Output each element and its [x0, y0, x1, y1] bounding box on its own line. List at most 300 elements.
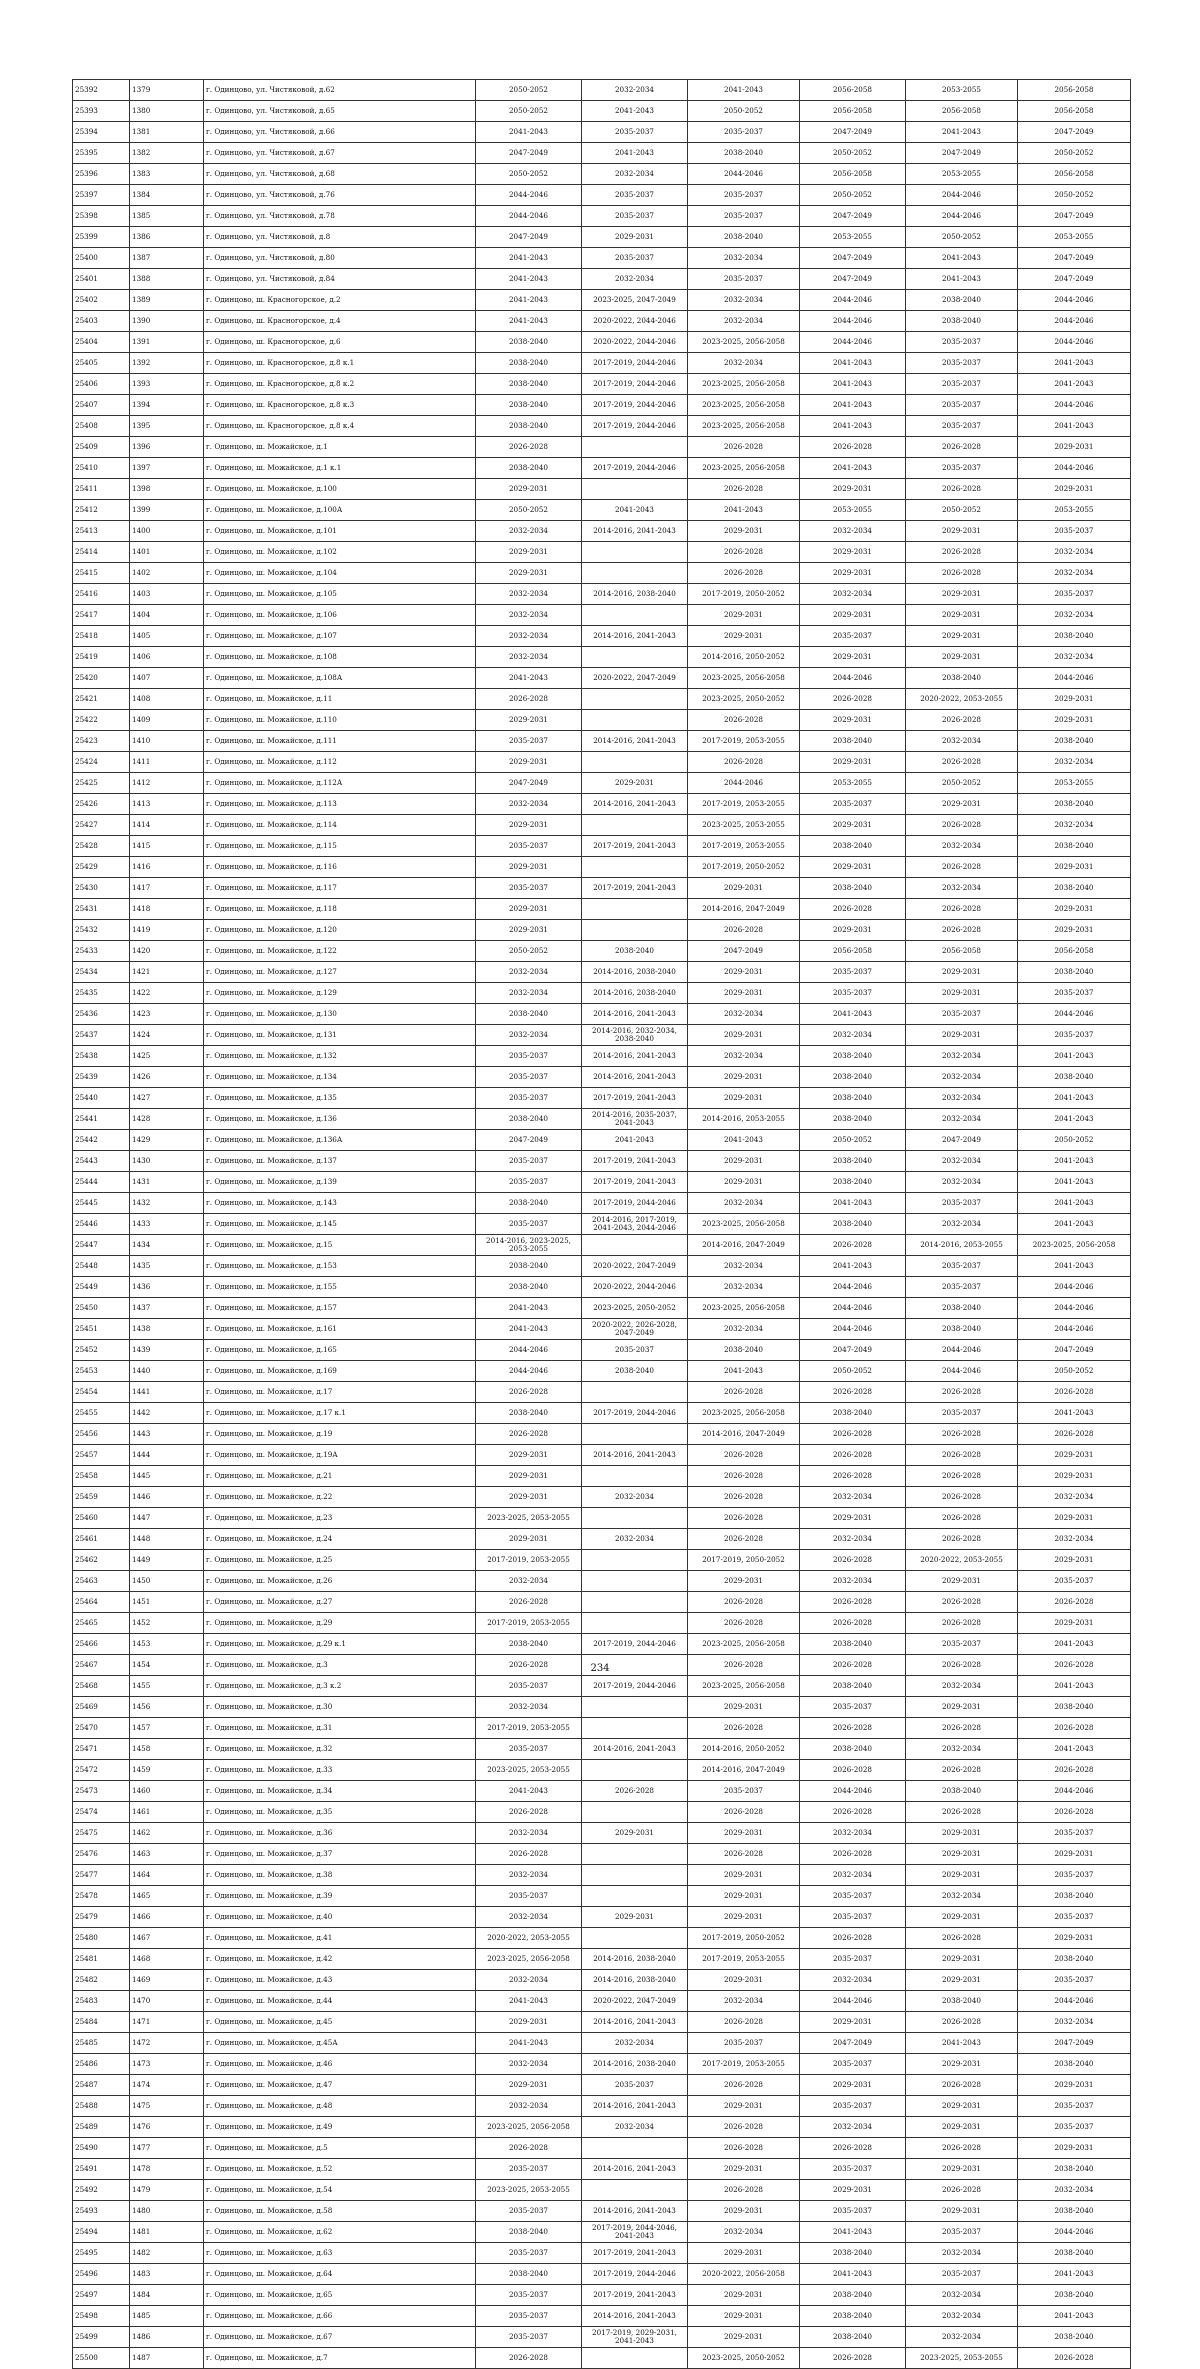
- period-cell: 2041-2043: [688, 80, 800, 101]
- table-row: [73, 668, 1131, 689]
- period-cell: 2032-2034: [476, 605, 582, 626]
- period-cell: 2035-2037: [476, 878, 582, 899]
- period-cell: 2026-2028: [800, 1235, 906, 1256]
- row-id-cell: 25422: [73, 710, 130, 731]
- period-cell: 2014-2016, 2038-2040: [582, 962, 688, 983]
- row-number-cell: 1476: [130, 2117, 204, 2138]
- period-cell: 2035-2037: [476, 2159, 582, 2180]
- row-number-cell: 1382: [130, 143, 204, 164]
- row-id-cell: 25472: [73, 1760, 130, 1781]
- address-cell: г. Одинцово, ш. Можайское, д.122: [204, 941, 476, 962]
- period-cell: 2032-2034: [800, 584, 906, 605]
- period-cell: 2041-2043: [1018, 1046, 1131, 1067]
- table-row: [73, 1865, 1131, 1886]
- period-cell: 2032-2034: [1018, 647, 1131, 668]
- period-cell: 2041-2043: [582, 1130, 688, 1151]
- period-cell: 2041-2043: [1018, 1193, 1131, 1214]
- row-id-cell: 25439: [73, 1067, 130, 1088]
- period-cell: 2026-2028: [800, 2348, 906, 2369]
- period-cell: 2032-2034: [476, 983, 582, 1004]
- period-cell: 2017-2019, 2044-2046: [582, 416, 688, 437]
- period-cell: 2041-2043: [1018, 416, 1131, 437]
- period-cell: 2038-2040: [476, 353, 582, 374]
- period-cell: 2032-2034: [1018, 2012, 1131, 2033]
- table-row: [73, 1382, 1131, 1403]
- period-cell: 2014-2016, 2047-2049: [688, 1235, 800, 1256]
- period-cell: 2029-2031: [906, 983, 1018, 1004]
- period-cell: 2050-2052: [800, 1361, 906, 1382]
- period-cell: 2041-2043: [1018, 353, 1131, 374]
- address-cell: г. Одинцово, ш. Можайское, д.139: [204, 1172, 476, 1193]
- period-cell: 2047-2049: [800, 2033, 906, 2054]
- table-row: [73, 1886, 1131, 1907]
- period-cell: 2029-2031: [476, 920, 582, 941]
- period-cell: 2038-2040: [800, 878, 906, 899]
- period-cell: 2038-2040: [476, 2264, 582, 2285]
- period-cell: 2029-2031: [476, 479, 582, 500]
- table-row: [73, 1571, 1131, 1592]
- row-number-cell: 1487: [130, 2348, 204, 2369]
- row-id-cell: 25460: [73, 1508, 130, 1529]
- period-cell: 2026-2028: [688, 2138, 800, 2159]
- period-cell: 2026-2028: [906, 2138, 1018, 2159]
- table-row: [73, 2054, 1131, 2075]
- period-cell: 2032-2034: [688, 2222, 800, 2243]
- period-cell: 2029-2031: [1018, 1466, 1131, 1487]
- period-cell: 2029-2031: [906, 1571, 1018, 1592]
- period-cell: 2038-2040: [800, 2306, 906, 2327]
- row-id-cell: 25400: [73, 248, 130, 269]
- row-number-cell: 1469: [130, 1970, 204, 1991]
- period-cell: 2041-2043: [800, 395, 906, 416]
- period-cell: 2026-2028: [906, 1760, 1018, 1781]
- period-cell: 2026-2028: [906, 752, 1018, 773]
- period-cell: 2026-2028: [1018, 1424, 1131, 1445]
- period-cell: 2026-2028: [906, 542, 1018, 563]
- row-id-cell: 25476: [73, 1844, 130, 1865]
- period-cell: 2047-2049: [800, 1340, 906, 1361]
- table-row: [73, 1991, 1131, 2012]
- period-cell: 2032-2034: [906, 2327, 1018, 2348]
- period-cell: 2026-2028: [688, 437, 800, 458]
- period-cell: 2017-2019, 2044-2046: [582, 353, 688, 374]
- period-cell: 2047-2049: [1018, 2033, 1131, 2054]
- period-cell: 2029-2031: [906, 1970, 1018, 1991]
- table-row: [73, 1067, 1131, 1088]
- period-cell: 2044-2046: [1018, 458, 1131, 479]
- table-row: [73, 1235, 1131, 1256]
- row-number-cell: 1465: [130, 1886, 204, 1907]
- period-cell: 2023-2025, 2053-2055: [906, 2348, 1018, 2369]
- table-row: [73, 458, 1131, 479]
- period-cell: 2032-2034: [906, 1739, 1018, 1760]
- period-cell: 2032-2034: [476, 1025, 582, 1046]
- address-cell: г. Одинцово, ш. Можайское, д.115: [204, 836, 476, 857]
- period-cell: 2017-2019, 2041-2043: [582, 878, 688, 899]
- table-row: [73, 1445, 1131, 1466]
- row-number-cell: 1478: [130, 2159, 204, 2180]
- period-cell: 2050-2052: [800, 1130, 906, 1151]
- address-cell: г. Одинцово, ш. Можайское, д.23: [204, 1508, 476, 1529]
- row-id-cell: 25398: [73, 206, 130, 227]
- address-cell: г. Одинцово, ш. Можайское, д.165: [204, 1340, 476, 1361]
- period-cell: 2035-2037: [906, 395, 1018, 416]
- row-id-cell: 25478: [73, 1886, 130, 1907]
- period-cell: 2038-2040: [582, 1361, 688, 1382]
- table-row: [73, 1361, 1131, 1382]
- period-cell: 2047-2049: [476, 1130, 582, 1151]
- period-cell: 2029-2031: [688, 626, 800, 647]
- row-number-cell: 1426: [130, 1067, 204, 1088]
- row-id-cell: 25479: [73, 1907, 130, 1928]
- row-id-cell: 25474: [73, 1802, 130, 1823]
- period-cell: [582, 542, 688, 563]
- row-number-cell: 1380: [130, 101, 204, 122]
- period-cell: 2044-2046: [476, 1361, 582, 1382]
- period-cell: 2053-2055: [800, 773, 906, 794]
- period-cell: 2026-2028: [688, 1718, 800, 1739]
- row-number-cell: 1466: [130, 1907, 204, 1928]
- row-number-cell: 1402: [130, 563, 204, 584]
- period-cell: 2032-2034: [688, 1277, 800, 1298]
- period-cell: 2032-2034: [906, 1067, 1018, 1088]
- period-cell: 2020-2022, 2044-2046: [582, 1277, 688, 1298]
- address-cell: г. Одинцово, ш. Можайское, д.19А: [204, 1445, 476, 1466]
- period-cell: 2041-2043: [1018, 1214, 1131, 1235]
- period-cell: 2029-2031: [1018, 857, 1131, 878]
- period-cell: 2041-2043: [800, 1004, 906, 1025]
- period-cell: 2032-2034: [582, 269, 688, 290]
- row-id-cell: 25465: [73, 1613, 130, 1634]
- period-cell: 2056-2058: [800, 80, 906, 101]
- address-cell: г. Одинцово, ул. Чистяковой, д.62: [204, 80, 476, 101]
- address-cell: г. Одинцово, ш. Можайское, д.137: [204, 1151, 476, 1172]
- period-cell: 2041-2043: [800, 458, 906, 479]
- period-cell: 2029-2031: [688, 962, 800, 983]
- address-cell: г. Одинцово, ул. Чистяковой, д.68: [204, 164, 476, 185]
- period-cell: 2014-2016, 2047-2049: [688, 899, 800, 920]
- table-row: [73, 1046, 1131, 1067]
- period-cell: 2035-2037: [582, 122, 688, 143]
- period-cell: 2056-2058: [800, 164, 906, 185]
- period-cell: 2023-2025, 2056-2058: [688, 668, 800, 689]
- period-cell: 2038-2040: [688, 1340, 800, 1361]
- period-cell: 2026-2028: [688, 1613, 800, 1634]
- period-cell: 2035-2037: [476, 1046, 582, 1067]
- row-number-cell: 1446: [130, 1487, 204, 1508]
- table-row: [73, 1214, 1131, 1235]
- period-cell: 2032-2034: [582, 80, 688, 101]
- period-cell: 2032-2034: [582, 2117, 688, 2138]
- table-row: [73, 1193, 1131, 1214]
- period-cell: 2026-2028: [1018, 2348, 1131, 2369]
- period-cell: 2029-2031: [800, 752, 906, 773]
- period-cell: 2026-2028: [906, 437, 1018, 458]
- table-row: [73, 1403, 1131, 1424]
- period-cell: 2026-2028: [688, 542, 800, 563]
- table-row: [73, 647, 1131, 668]
- period-cell: 2035-2037: [582, 2075, 688, 2096]
- table-row: [73, 416, 1131, 437]
- period-cell: 2026-2028: [688, 2180, 800, 2201]
- period-cell: 2029-2031: [906, 794, 1018, 815]
- period-cell: 2050-2052: [800, 143, 906, 164]
- period-cell: 2026-2028: [800, 1424, 906, 1445]
- period-cell: 2017-2019, 2050-2052: [688, 1928, 800, 1949]
- period-cell: 2026-2028: [800, 1445, 906, 1466]
- row-number-cell: 1472: [130, 2033, 204, 2054]
- period-cell: 2038-2040: [800, 1172, 906, 1193]
- table-row: [73, 1676, 1131, 1697]
- address-cell: г. Одинцово, ш. Красногорское, д.8 к.1: [204, 353, 476, 374]
- period-cell: 2053-2055: [1018, 227, 1131, 248]
- address-cell: г. Одинцово, ш. Можайское, д.143: [204, 1193, 476, 1214]
- row-id-cell: 25426: [73, 794, 130, 815]
- address-cell: г. Одинцово, ул. Чистяковой, д.76: [204, 185, 476, 206]
- table-row: [73, 1949, 1131, 1970]
- row-id-cell: 25424: [73, 752, 130, 773]
- period-cell: 2023-2025, 2056-2058: [476, 2117, 582, 2138]
- period-cell: 2041-2043: [1018, 1109, 1131, 1130]
- address-cell: г. Одинцово, ш. Можайское, д.130: [204, 1004, 476, 1025]
- period-cell: 2026-2028: [476, 1844, 582, 1865]
- period-cell: 2044-2046: [906, 1361, 1018, 1382]
- period-cell: 2026-2028: [476, 1424, 582, 1445]
- row-number-cell: 1396: [130, 437, 204, 458]
- period-cell: 2038-2040: [906, 1298, 1018, 1319]
- period-cell: 2026-2028: [906, 1508, 1018, 1529]
- row-number-cell: 1471: [130, 2012, 204, 2033]
- period-cell: 2017-2019, 2050-2052: [688, 1550, 800, 1571]
- period-cell: 2029-2031: [476, 563, 582, 584]
- period-cell: [582, 857, 688, 878]
- period-cell: 2029-2031: [906, 1823, 1018, 1844]
- period-cell: 2017-2019, 2044-2046: [582, 458, 688, 479]
- address-cell: г. Одинцово, ш. Можайское, д.110: [204, 710, 476, 731]
- period-cell: [582, 1697, 688, 1718]
- table-row: [73, 2159, 1131, 2180]
- period-cell: 2017-2019, 2053-2055: [476, 1613, 582, 1634]
- table-row: [73, 1613, 1131, 1634]
- row-number-cell: 1399: [130, 500, 204, 521]
- period-cell: 2023-2025, 2056-2058: [476, 1949, 582, 1970]
- table-row: [73, 206, 1131, 227]
- row-id-cell: 25468: [73, 1676, 130, 1697]
- address-cell: г. Одинцово, ш. Можайское, д.153: [204, 1256, 476, 1277]
- row-number-cell: 1435: [130, 1256, 204, 1277]
- period-cell: 2044-2046: [906, 1340, 1018, 1361]
- row-id-cell: 25447: [73, 1235, 130, 1256]
- period-cell: 2014-2016, 2041-2043: [582, 731, 688, 752]
- period-cell: 2056-2058: [906, 101, 1018, 122]
- period-cell: 2017-2019, 2044-2046: [582, 395, 688, 416]
- address-cell: г. Одинцово, ш. Можайское, д.54: [204, 2180, 476, 2201]
- row-number-cell: 1467: [130, 1928, 204, 1949]
- row-id-cell: 25434: [73, 962, 130, 983]
- row-id-cell: 25414: [73, 542, 130, 563]
- period-cell: 2050-2052: [1018, 185, 1131, 206]
- period-cell: 2041-2043: [800, 2264, 906, 2285]
- period-cell: 2032-2034: [1018, 1529, 1131, 1550]
- period-cell: 2035-2037: [582, 185, 688, 206]
- table-row: [73, 689, 1131, 710]
- row-number-cell: 1470: [130, 1991, 204, 2012]
- period-cell: 2038-2040: [1018, 2159, 1131, 2180]
- row-number-cell: 1460: [130, 1781, 204, 1802]
- address-cell: г. Одинцово, ш. Можайское, д.134: [204, 1067, 476, 1088]
- period-cell: 2032-2034: [688, 1256, 800, 1277]
- period-cell: 2026-2028: [906, 1655, 1018, 1676]
- row-number-cell: 1444: [130, 1445, 204, 1466]
- period-cell: 2032-2034: [1018, 815, 1131, 836]
- row-id-cell: 25443: [73, 1151, 130, 1172]
- period-cell: 2032-2034: [906, 1151, 1018, 1172]
- period-cell: 2038-2040: [1018, 2201, 1131, 2222]
- address-cell: г. Одинцово, ш. Можайское, д.32: [204, 1739, 476, 1760]
- table-row: [73, 1277, 1131, 1298]
- period-cell: 2023-2025, 2056-2058: [688, 1403, 800, 1424]
- period-cell: 2020-2022, 2044-2046: [582, 311, 688, 332]
- period-cell: 2032-2034: [476, 521, 582, 542]
- period-cell: 2026-2028: [800, 1844, 906, 1865]
- row-id-cell: 25456: [73, 1424, 130, 1445]
- period-cell: 2044-2046: [476, 206, 582, 227]
- period-cell: 2029-2031: [688, 1067, 800, 1088]
- period-cell: 2035-2037: [1018, 1907, 1131, 1928]
- table-row: [73, 1025, 1131, 1046]
- period-cell: 2026-2028: [906, 1802, 1018, 1823]
- period-cell: 2026-2028: [476, 2138, 582, 2159]
- period-cell: 2050-2052: [1018, 1130, 1131, 1151]
- period-cell: 2035-2037: [800, 2201, 906, 2222]
- period-cell: [582, 2138, 688, 2159]
- period-cell: 2029-2031: [688, 1823, 800, 1844]
- period-cell: 2053-2055: [800, 500, 906, 521]
- period-cell: 2026-2028: [800, 1592, 906, 1613]
- period-cell: 2032-2034: [582, 164, 688, 185]
- period-cell: 2044-2046: [800, 332, 906, 353]
- period-cell: 2038-2040: [906, 290, 1018, 311]
- row-id-cell: 25497: [73, 2285, 130, 2306]
- address-cell: г. Одинцово, ул. Чистяковой, д.78: [204, 206, 476, 227]
- period-cell: 2041-2043: [800, 353, 906, 374]
- period-cell: 2056-2058: [1018, 941, 1131, 962]
- period-cell: 2044-2046: [1018, 668, 1131, 689]
- row-number-cell: 1384: [130, 185, 204, 206]
- period-cell: 2017-2019, 2044-2046: [582, 2264, 688, 2285]
- period-cell: 2029-2031: [1018, 920, 1131, 941]
- period-cell: 2014-2016, 2038-2040: [582, 2054, 688, 2075]
- period-cell: 2026-2028: [688, 1592, 800, 1613]
- period-cell: 2053-2055: [1018, 500, 1131, 521]
- period-cell: [582, 752, 688, 773]
- period-cell: 2026-2028: [688, 479, 800, 500]
- period-cell: 2041-2043: [1018, 1256, 1131, 1277]
- period-cell: 2044-2046: [1018, 290, 1131, 311]
- period-cell: 2023-2025, 2056-2058: [688, 395, 800, 416]
- row-number-cell: 1484: [130, 2285, 204, 2306]
- table-row: [73, 1487, 1131, 1508]
- row-number-cell: 1442: [130, 1403, 204, 1424]
- period-cell: 2026-2028: [906, 1445, 1018, 1466]
- period-cell: 2041-2043: [476, 290, 582, 311]
- period-cell: 2035-2037: [1018, 1865, 1131, 1886]
- period-cell: 2014-2016, 2047-2049: [688, 1424, 800, 1445]
- row-number-cell: 1447: [130, 1508, 204, 1529]
- table-row: [73, 752, 1131, 773]
- period-cell: 2026-2028: [906, 2180, 1018, 2201]
- row-id-cell: 25430: [73, 878, 130, 899]
- row-id-cell: 25405: [73, 353, 130, 374]
- address-cell: г. Одинцово, ш. Красногорское, д.8 к.2: [204, 374, 476, 395]
- period-cell: 2026-2028: [476, 1802, 582, 1823]
- table-row: [73, 2285, 1131, 2306]
- period-cell: 2014-2016, 2038-2040: [582, 584, 688, 605]
- period-cell: 2056-2058: [1018, 101, 1131, 122]
- period-cell: 2035-2037: [476, 1151, 582, 1172]
- period-cell: 2029-2031: [688, 2306, 800, 2327]
- period-cell: 2032-2034: [906, 836, 1018, 857]
- period-cell: 2038-2040: [906, 311, 1018, 332]
- table-row: [73, 1256, 1131, 1277]
- period-cell: 2038-2040: [476, 332, 582, 353]
- period-cell: 2029-2031: [1018, 899, 1131, 920]
- period-cell: 2026-2028: [800, 1718, 906, 1739]
- table-row: [73, 269, 1131, 290]
- period-cell: 2014-2016, 2041-2043: [582, 521, 688, 542]
- period-cell: 2017-2019, 2041-2043: [582, 1151, 688, 1172]
- address-cell: г. Одинцово, ш. Можайское, д.120: [204, 920, 476, 941]
- row-number-cell: 1401: [130, 542, 204, 563]
- period-cell: 2044-2046: [800, 1991, 906, 2012]
- table-row: [73, 1424, 1131, 1445]
- period-cell: 2038-2040: [476, 1109, 582, 1130]
- row-id-cell: 25394: [73, 122, 130, 143]
- period-cell: 2026-2028: [906, 2075, 1018, 2096]
- period-cell: 2041-2043: [476, 269, 582, 290]
- row-id-cell: 25494: [73, 2222, 130, 2243]
- period-cell: 2050-2052: [800, 185, 906, 206]
- row-id-cell: 25404: [73, 332, 130, 353]
- row-number-cell: 1386: [130, 227, 204, 248]
- row-number-cell: 1417: [130, 878, 204, 899]
- period-cell: 2023-2025, 2053-2055: [476, 2180, 582, 2201]
- period-cell: 2035-2037: [800, 1697, 906, 1718]
- row-id-cell: 25499: [73, 2327, 130, 2348]
- address-cell: г. Одинцово, ш. Можайское, д.5: [204, 2138, 476, 2159]
- period-cell: 2020-2022, 2047-2049: [582, 668, 688, 689]
- table-row: [73, 80, 1131, 101]
- period-cell: 2026-2028: [688, 2012, 800, 2033]
- period-cell: 2029-2031: [800, 479, 906, 500]
- table-row: [73, 311, 1131, 332]
- period-cell: 2029-2031: [906, 626, 1018, 647]
- period-cell: 2026-2028: [688, 1487, 800, 1508]
- period-cell: 2020-2022, 2053-2055: [476, 1928, 582, 1949]
- period-cell: 2041-2043: [1018, 1172, 1131, 1193]
- address-cell: г. Одинцово, ул. Чистяковой, д.8: [204, 227, 476, 248]
- row-id-cell: 25407: [73, 395, 130, 416]
- period-cell: 2041-2043: [906, 122, 1018, 143]
- period-cell: 2014-2016, 2041-2043: [582, 2159, 688, 2180]
- address-cell: г. Одинцово, ш. Можайское, д.127: [204, 962, 476, 983]
- period-cell: 2020-2022, 2053-2055: [906, 689, 1018, 710]
- row-number-cell: 1486: [130, 2327, 204, 2348]
- row-id-cell: 25408: [73, 416, 130, 437]
- period-cell: 2017-2019, 2041-2043: [582, 1088, 688, 1109]
- period-cell: 2032-2034: [476, 647, 582, 668]
- period-cell: 2029-2031: [1018, 1613, 1131, 1634]
